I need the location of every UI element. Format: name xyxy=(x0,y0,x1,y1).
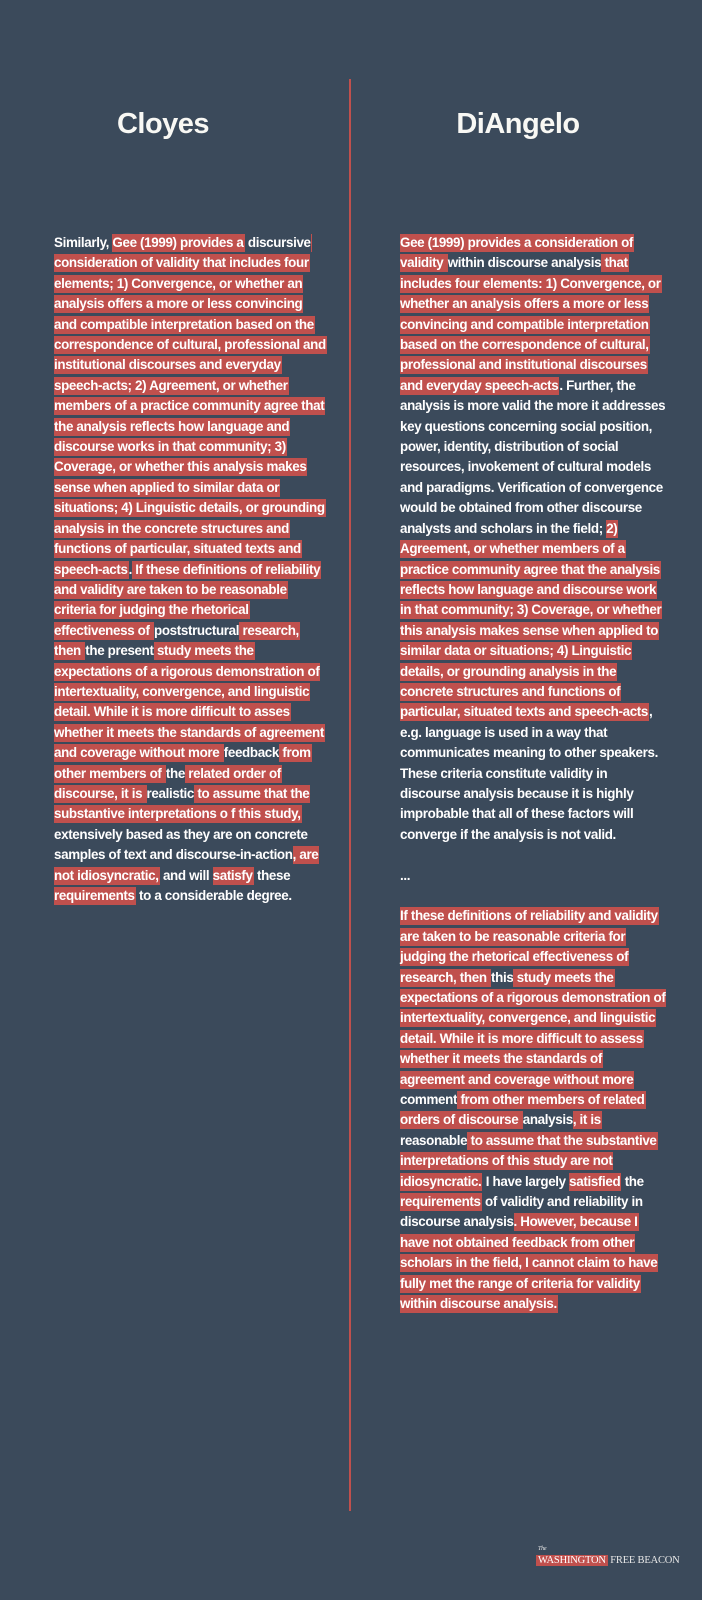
plain-passage: , e.g. language is used in a way that communicates meaning to other speakers. These criteria constitute validity in discourse analysis because it is highly improbable that all of these factors will converge if the analysis is not valid. xyxy=(400,704,658,842)
highlighted-passage: If these definitions of reliability and validity are taken to be reasonable criteria for judging the rhetorical effectiveness of xyxy=(54,561,321,638)
washington-free-beacon-logo xyxy=(536,1546,680,1571)
highlighted-passage: Gee (1999) provides a consideration of validity xyxy=(400,235,634,271)
plain-passage: poststructural xyxy=(154,622,240,638)
plain-passage: discursive xyxy=(244,235,311,250)
plain-passage: feedback xyxy=(223,745,279,761)
highlighted-passage: to assume that the substantive interpretations o f this study, xyxy=(54,785,310,822)
highlighted-passage: from other members of xyxy=(54,745,311,781)
highlighted-passage: Gee (1999) provides a xyxy=(112,235,244,250)
plain-passage: analysis xyxy=(522,1112,573,1128)
paragraph xyxy=(400,866,666,886)
highlighted-passage: study meets the expectations of a rigorous demonstration of intertextuality, convergence, and linguistic detail. While it is more difficult to asses whether it meets the standards of agreement and coverage without more xyxy=(54,643,324,761)
plain-passage: . Further, the analysis is more valid the more it addresses key questions concerning social position, power, identity, distribution of social resources, invokement of cultural models and paradigms. Verification of convergence would be obtained from other discourse analysts and scholars in the field; xyxy=(400,377,666,536)
highlighted-passage: requirements xyxy=(54,888,135,903)
highlighted-passage: requirements xyxy=(400,1194,481,1210)
highlighted-passage: that includes four elements: 1) Convergence, or whether an analysis offers a more or less convincing and compatible interpretation based on the correspondence of cultural, professional and institutional discourses and everyday speech-acts xyxy=(400,255,661,393)
highlighted-passage: , are not idiosyncratic, xyxy=(54,847,319,883)
highlighted-passage: satisfy xyxy=(212,867,253,883)
highlighted-passage: If these definitions of reliability and validity are taken to be reasonable criteria for judging the rhetorical effectiveness of research, then xyxy=(400,908,658,985)
column-divider xyxy=(349,79,351,1511)
highlighted-passage: study meets the expectations of a rigorous demonstration of intertextuality, convergence, and linguistic detail. While it is more difficult to assess whether it meets the standards of agreement and coverage without more xyxy=(400,969,666,1087)
plain-passage: to a considerable degree. xyxy=(135,888,292,903)
cloyes-text-column xyxy=(54,233,326,927)
plain-passage: I have largely xyxy=(482,1173,570,1189)
plain-passage: of validity and reliability in discourse analysis xyxy=(400,1194,643,1230)
plain-passage: reasonable xyxy=(400,1132,468,1148)
plain-passage: realistic xyxy=(146,785,195,801)
paragraph xyxy=(400,233,666,845)
plain-passage: within discourse analysis xyxy=(447,255,602,271)
highlighted-passage: from other members of related orders of discourse xyxy=(400,1092,645,1128)
highlighted-passage: related order of discourse, it is xyxy=(54,765,281,801)
logo-the: The xyxy=(538,1546,547,1552)
logo-free-beacon: FREE BEACON xyxy=(610,1555,680,1566)
plain-passage: comment xyxy=(400,1092,458,1108)
plain-passage: the present xyxy=(85,643,154,659)
plain-passage: this xyxy=(491,969,514,985)
highlighted-passage: to assume that the substantive interpretations of this study are not idiosyncratic. xyxy=(400,1132,657,1189)
plain-passage: . xyxy=(128,561,132,577)
column-title-cloyes: Cloyes xyxy=(116,108,210,140)
plain-passage: these xyxy=(253,867,291,883)
highlighted-passage: research, then xyxy=(54,622,299,659)
diangelo-text-column xyxy=(400,233,666,1335)
logo-washington: WASHINGTON xyxy=(538,1555,606,1566)
plain-passage: the xyxy=(621,1173,644,1189)
paragraph xyxy=(54,233,326,906)
highlighted-passage: . However, because I have not obtained feedback from other scholars in the field, I cannot claim to have fully met the range of criteria for validity within discourse analysis. xyxy=(400,1214,658,1312)
highlighted-passage: satisfied xyxy=(569,1173,621,1189)
plain-passage: extensively based as they are on concrete samples of text and discourse-in-action xyxy=(54,826,308,863)
highlighted-passage: consideration of validity that includes four elements; 1) Convergence, or whether an analysis offers a more or less convincing and compatible interpretation based on the correspondence of cultural, professional and institutional discourses and everyday speech-acts; 2) Agreement, or whether members of a practice community agree that the analysis reflects how language and discourse works in that community; 3) Coverage, or whether this analysis makes sense when applied to similar data or situations; 4) Linguistic details, or grounding analysis in the concrete structures and functions of particular, situated texts and speech-acts xyxy=(54,234,327,579)
plain-passage: the xyxy=(165,765,185,781)
column-title-diangelo: DiAngelo xyxy=(456,108,580,140)
highlighted-passage: 2) Agreement, or whether members of a practice community agree that the analysis reflects how language and discourse work in that community; 3) Coverage, or whether this analysis makes sense when applied to similar data or situations; 4) Linguistic details, or grounding analysis in the concrete structures and functions of particular, situated texts and speech-acts xyxy=(400,520,662,720)
highlighted-passage: , it is xyxy=(572,1112,601,1128)
paragraph xyxy=(400,906,666,1314)
plain-passage: ... xyxy=(400,867,411,883)
plain-passage: Similarly, xyxy=(54,235,113,250)
plain-passage: and will xyxy=(159,867,213,883)
